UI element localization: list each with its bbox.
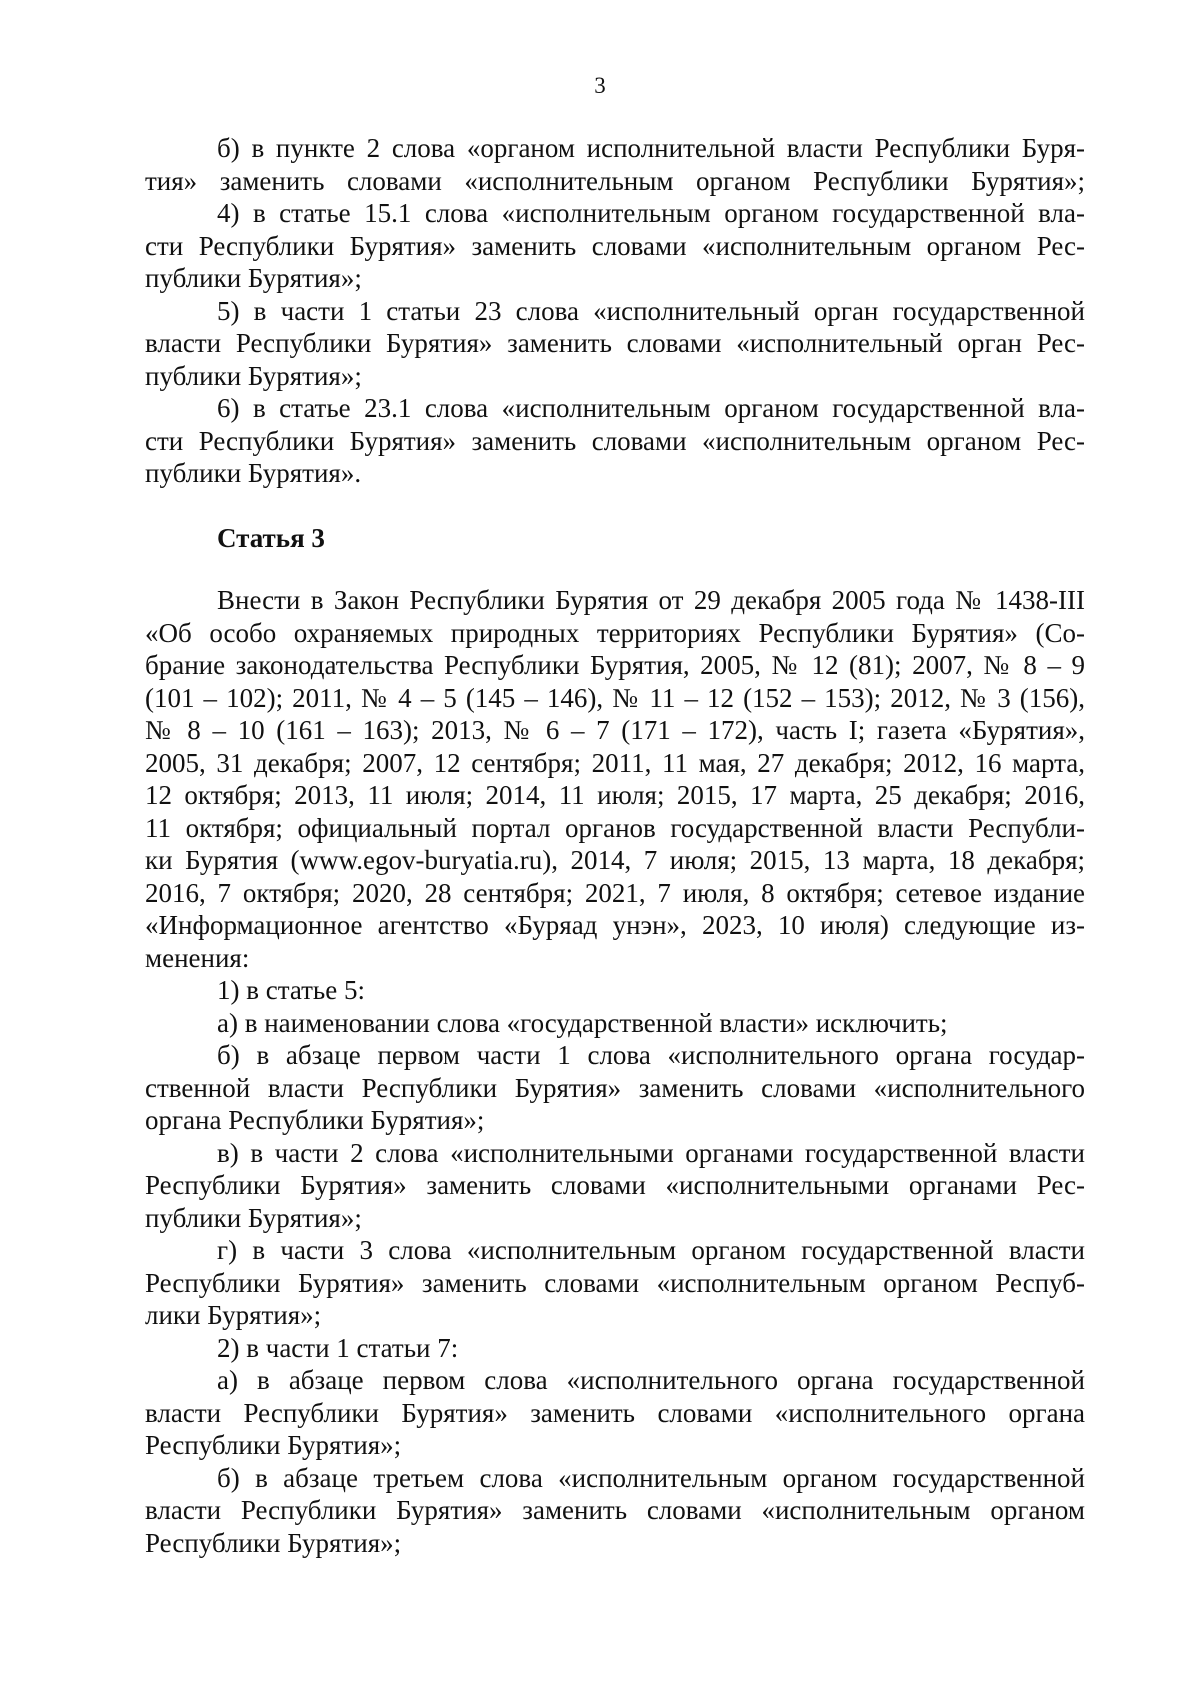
spacer — [145, 490, 1085, 522]
text-line: сти Республики Бурятия» заменить словами «исполнительным органом Рес- — [145, 230, 1085, 261]
text-line: публики Бурятия». — [145, 458, 362, 488]
text-line: власти Республики Бурятия» заменить словами «исполнительным органом — [145, 1495, 1085, 1525]
text-line: а) в абзаце первом слова «исполнительного органа государственной — [217, 1365, 1085, 1395]
text-line: 1) в статье 5: — [217, 975, 365, 1005]
text-line: лики Бурятия»; — [145, 1300, 322, 1330]
text-line: Внести в Закон Республики Бурятия от 29 декабря 2005 года № 1438-III — [217, 585, 1085, 615]
text-line: 12 октября; 2013, 11 июля; 2014, 11 июля; 2015, 17 марта, 25 декабря; 2016, — [145, 780, 1085, 810]
article-heading: Статья 3 — [217, 522, 325, 553]
text-line: менения: — [145, 942, 250, 973]
text-line: ки Бурятия (www.egov-buryatia.ru), 2014, 7 июля; 2015, 13 марта, 18 декабря; — [145, 845, 1085, 875]
text-line: публики Бурятия»; — [145, 360, 362, 391]
document-body — [145, 132, 1085, 1559]
text-line: Республики Бурятия» заменить словами «исполнительным органом Респуб- — [145, 1267, 1085, 1298]
text-line: 2005, 31 декабря; 2007, 12 сентября; 2011, 11 мая, 27 декабря; 2012, 16 марта, — [145, 747, 1085, 778]
text-line: б) в абзаце первом части 1 слова «исполнительного органа государ- — [217, 1040, 1085, 1070]
text-line: Республики Бурятия» заменить словами «исполнительными органами Рес- — [145, 1170, 1085, 1200]
text-line: 6) в статье 23.1 слова «исполнительным органом государственной вла- — [217, 393, 1085, 423]
text-line: сти Республики Бурятия» заменить словами «исполнительным органом Рес- — [145, 425, 1085, 456]
text-line: власти Республики Бурятия» заменить словами «исполнительный орган Рес- — [145, 328, 1085, 358]
text-line: власти Республики Бурятия» заменить словами «исполнительного органа — [145, 1397, 1085, 1428]
text-line: 5) в части 1 статьи 23 слова «исполнительный орган государственной — [217, 295, 1085, 326]
spacer — [145, 554, 1085, 584]
text-line: тия» заменить словами «исполнительным органом Республики Бурятия»; — [145, 165, 1085, 196]
text-line: 11 октября; официальный портал органов государственной власти Республи- — [145, 812, 1085, 843]
text-line: органа Республики Бурятия»; — [145, 1105, 485, 1135]
text-line: б) в пункте 2 слова «органом исполнительной власти Республики Буря- — [217, 133, 1085, 163]
text-line: «Информационное агентство «Буряад унэн», 2023, 10 июля) следующие из- — [145, 910, 1085, 940]
text-line: (101 – 102); 2011, № 4 – 5 (145 – 146), № 11 – 12 (152 – 153); 2012, № 3 (156), — [145, 682, 1085, 713]
text-line: № 8 – 10 (161 – 163); 2013, № 6 – 7 (171 – 172), часть I; газета «Бурятия», — [145, 715, 1085, 745]
page-number: 3 — [594, 73, 606, 98]
text-line: Республики Бурятия»; — [145, 1527, 402, 1558]
text-line: «Об особо охраняемых природных территориях Республики Бурятия» (Со- — [145, 617, 1085, 648]
text-line: брание законодательства Республики Бурятия, 2005, № 12 (81); 2007, № 8 – 9 — [145, 650, 1085, 680]
text-line: ственной власти Республики Бурятия» заменить словами «исполнительного — [145, 1072, 1085, 1103]
text-line: в) в части 2 слова «исполнительными органами государственной власти — [217, 1137, 1085, 1168]
text-line: а) в наименовании слова «государственной власти» исключить; — [217, 1007, 948, 1038]
text-line: 2) в части 1 статьи 7: — [217, 1332, 459, 1363]
text-line: 4) в статье 15.1 слова «исполнительным органом государственной вла- — [217, 198, 1085, 228]
text-line: 2016, 7 октября; 2020, 28 сентября; 2021, 7 июля, 8 октября; сетевое издание — [145, 877, 1085, 908]
text-line: публики Бурятия»; — [145, 1202, 362, 1233]
text-line: б) в абзаце третьем слова «исполнительным органом государственной — [217, 1462, 1085, 1493]
text-line: Республики Бурятия»; — [145, 1430, 402, 1460]
text-line: публики Бурятия»; — [145, 263, 362, 293]
text-line: г) в части 3 слова «исполнительным органом государственной власти — [217, 1235, 1085, 1265]
